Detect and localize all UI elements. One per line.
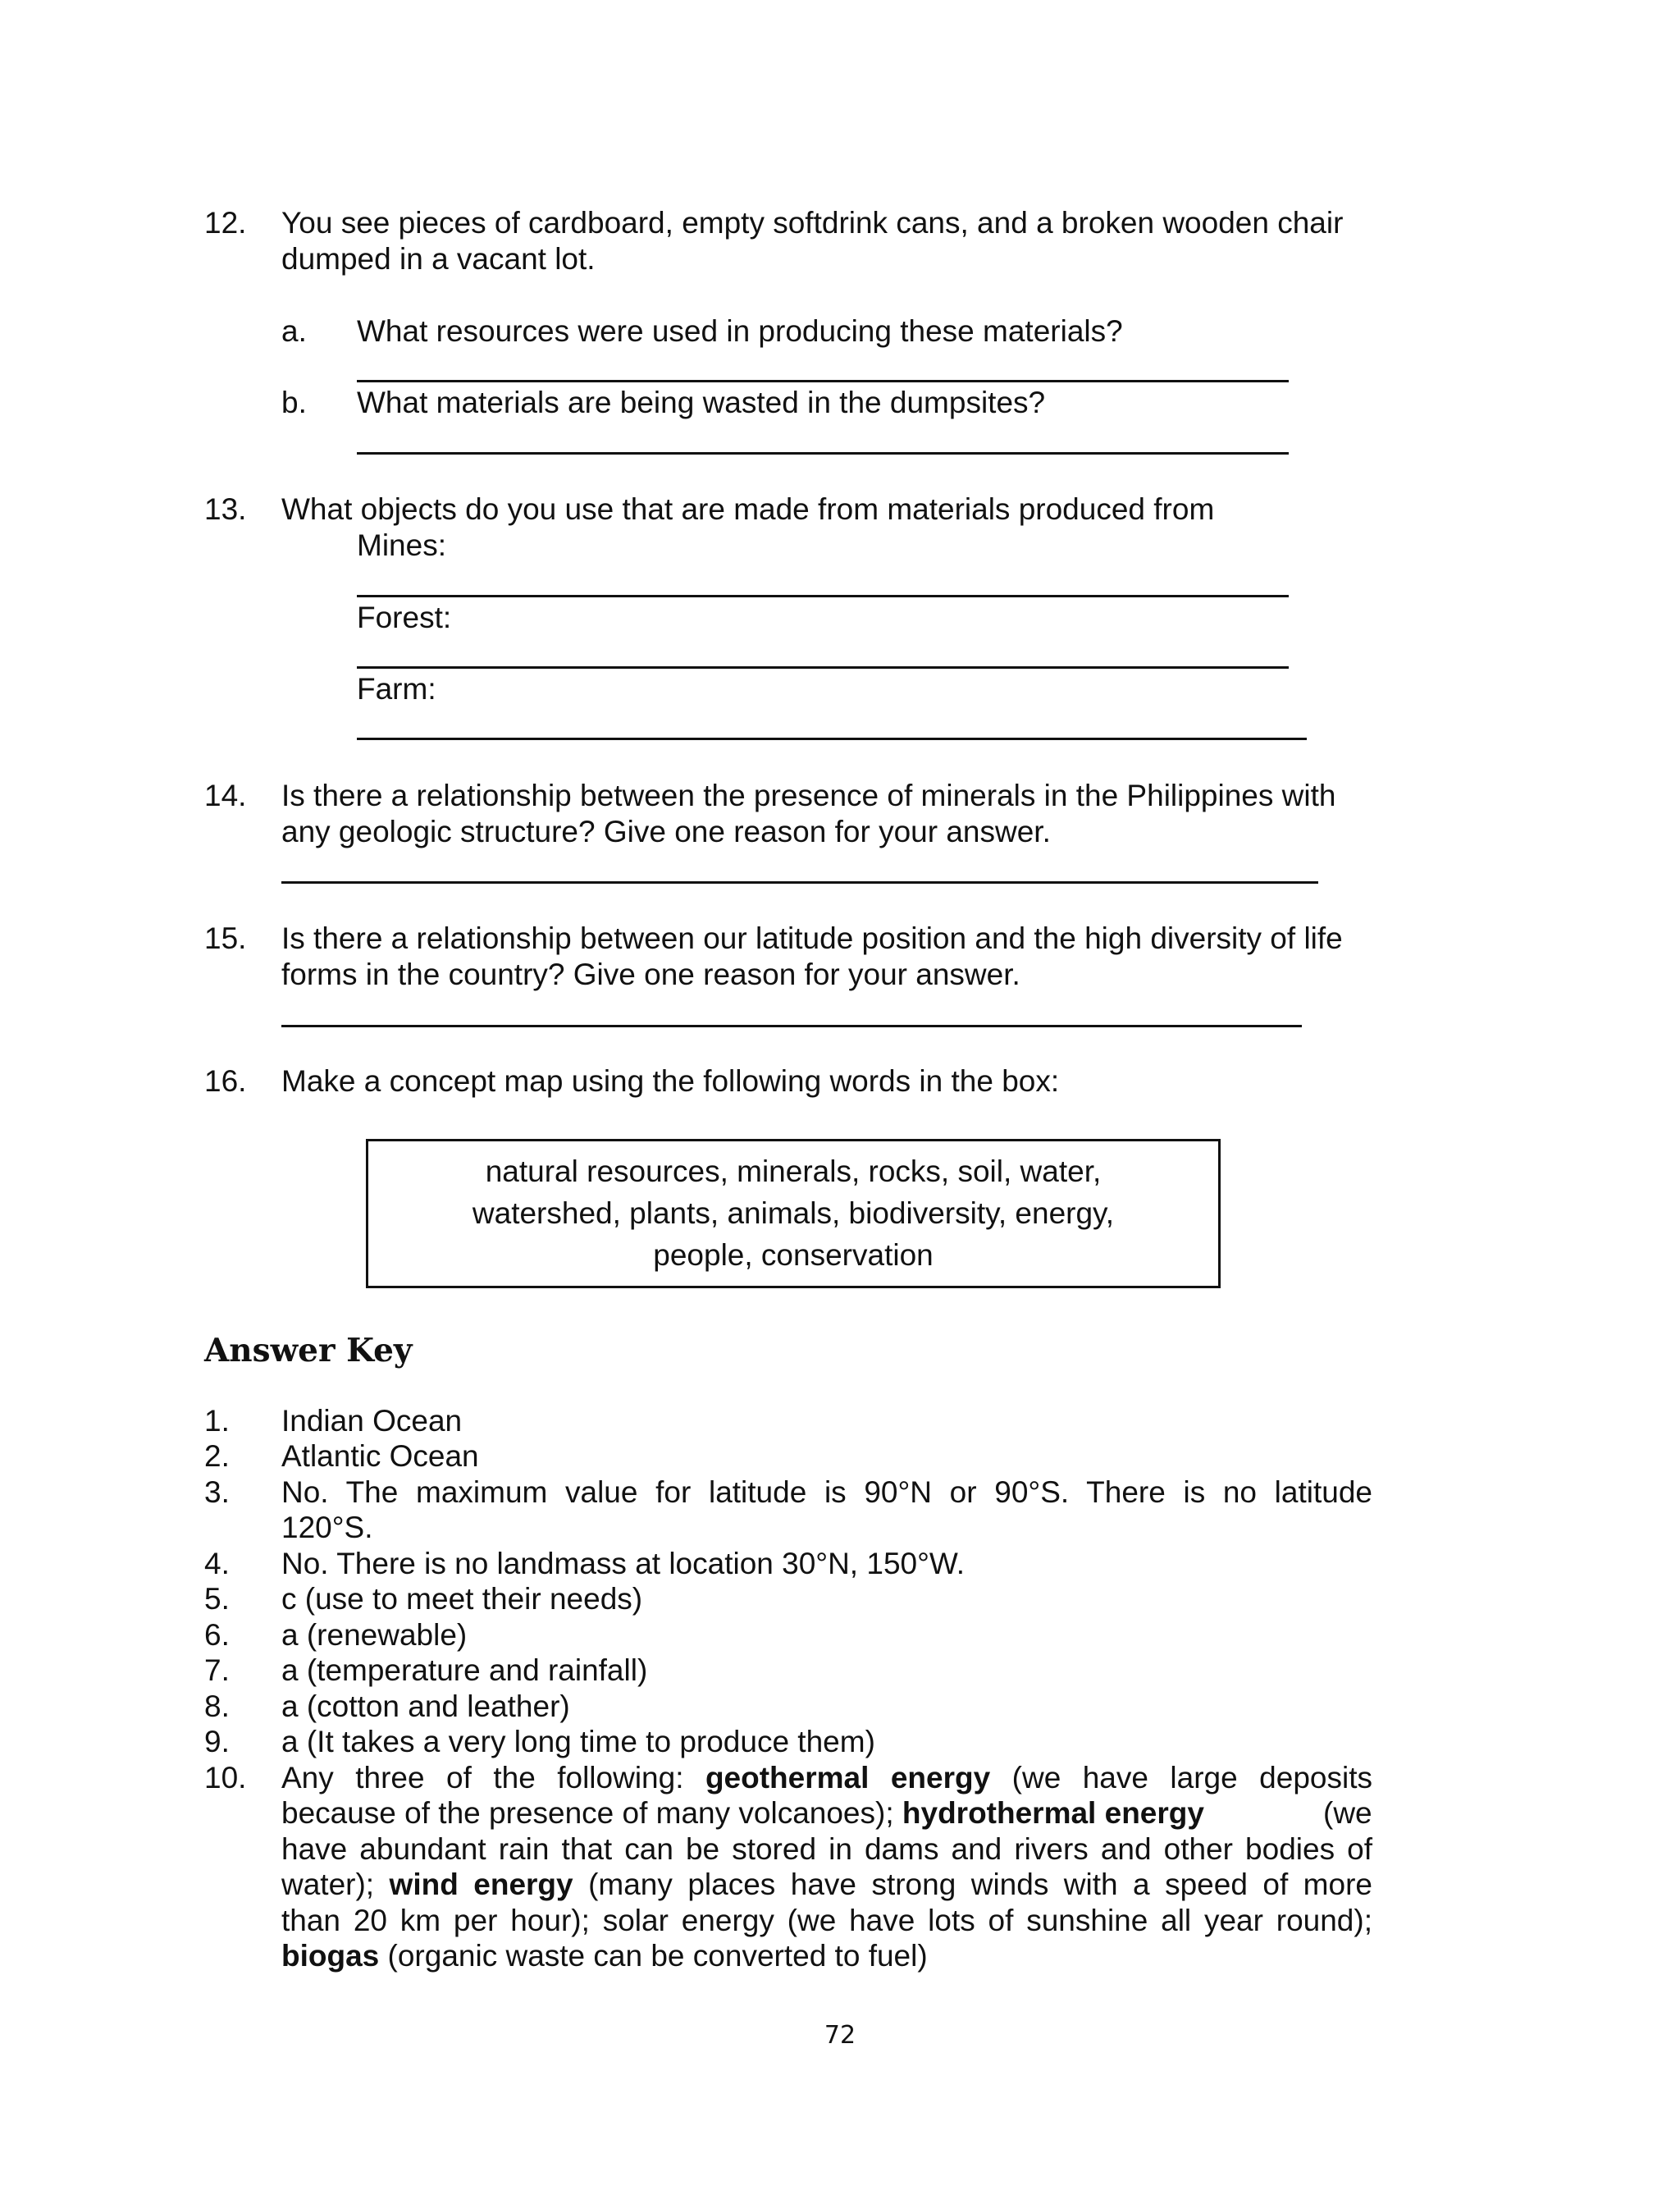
q13-number: 13.	[204, 492, 247, 526]
answer-10-line6-post: (organic waste can be converted to fuel)	[379, 1939, 928, 1973]
concept-words-box	[366, 1139, 1221, 1288]
answer-10-line4-pre: water);	[281, 1868, 390, 1901]
page-number: 72	[824, 2021, 856, 2050]
q13-text: What objects do you use that are made from materials produced from	[281, 492, 1215, 526]
hydrothermal-energy-term: hydrothermal energy	[902, 1796, 1204, 1830]
q15-answer-line[interactable]	[281, 1025, 1302, 1027]
answer-9-number: 9.	[204, 1725, 230, 1758]
q15-text-line1: Is there a relationship between our latitude position and the high diversity of life	[281, 921, 1343, 955]
answer-10-line1	[281, 1760, 1372, 1796]
q14-answer-line[interactable]	[281, 881, 1318, 884]
q13-farm-answer-line[interactable]	[357, 738, 1307, 740]
answer-10-line4-post: (many places have strong winds with a speed of more	[573, 1868, 1372, 1901]
answer-10-line1-post: (we have large deposits	[990, 1761, 1372, 1795]
answer-10-line1-pre: Any three of the following:	[281, 1761, 705, 1795]
q13-mines-label: Mines:	[357, 528, 446, 562]
q14-text-line2: any geologic structure? Give one reason for your answer.	[281, 815, 1051, 848]
answer-10-line5: than 20 km per hour); solar energy (we have lots of sunshine all year round);	[281, 1904, 1372, 1937]
answer-key-heading: Answer Key	[204, 1332, 413, 1369]
answer-1-number: 1.	[204, 1404, 230, 1438]
q14-number: 14.	[204, 779, 247, 812]
q12a-answer-line[interactable]	[357, 380, 1289, 382]
answer-7-text: a (temperature and rainfall)	[281, 1653, 648, 1687]
answer-3-text-line1: No. The maximum value for latitude is 90°N or 90°S. There is no latitude	[281, 1475, 1372, 1509]
answer-10-line2-pre: because of the presence of many volcanoes);	[281, 1796, 902, 1830]
answer-7-number: 7.	[204, 1653, 230, 1687]
answer-8-text: a (cotton and leather)	[281, 1689, 570, 1723]
answer-10-number: 10.	[204, 1761, 247, 1795]
answer-3-text-line2: 120°S.	[281, 1511, 373, 1544]
answer-10-line2	[281, 1795, 1204, 1831]
answer-8-number: 8.	[204, 1689, 230, 1723]
answer-5-number: 5.	[204, 1582, 230, 1616]
wind-energy-term: wind energy	[389, 1868, 573, 1901]
q15-number: 15.	[204, 921, 247, 955]
answer-10-line2-post: (we	[1323, 1796, 1372, 1830]
concept-words-line3: people, conservation	[653, 1238, 934, 1272]
answer-2-number: 2.	[204, 1439, 230, 1473]
answer-10-line6	[281, 1938, 928, 1974]
answer-3-number: 3.	[204, 1475, 230, 1509]
answer-10-line3: have abundant rain that can be stored in dams and rivers and other bodies of	[281, 1832, 1372, 1866]
q12-number: 12.	[204, 206, 247, 240]
q13-mines-answer-line[interactable]	[357, 595, 1289, 597]
answer-2-text: Atlantic Ocean	[281, 1439, 479, 1473]
q13-forest-label: Forest:	[357, 601, 452, 634]
answer-4-text: No. There is no landmass at location 30°N, 150°W.	[281, 1547, 966, 1580]
q12a-label: a.	[281, 314, 307, 348]
q16-number: 16.	[204, 1064, 247, 1098]
q12b-label: b.	[281, 386, 307, 419]
concept-words-line2: watershed, plants, animals, biodiversity, energy,	[472, 1196, 1115, 1230]
geothermal-energy-term: geothermal energy	[705, 1761, 991, 1795]
q13-forest-answer-line[interactable]	[357, 666, 1289, 669]
q16-text: Make a concept map using the following words in the box:	[281, 1064, 1060, 1098]
answer-10-line4	[281, 1867, 1372, 1903]
q12-text-line1: You see pieces of cardboard, empty softdrink cans, and a broken wooden chair	[281, 206, 1344, 240]
answer-1-text: Indian Ocean	[281, 1404, 463, 1438]
answer-5-text: c (use to meet their needs)	[281, 1582, 643, 1616]
q12a-text: What resources were used in producing these materials?	[357, 314, 1123, 348]
q12-text-line2: dumped in a vacant lot.	[281, 242, 596, 276]
answer-4-number: 4.	[204, 1547, 230, 1580]
q12b-text: What materials are being wasted in the dumpsites?	[357, 386, 1046, 419]
q14-text-line1: Is there a relationship between the presence of minerals in the Philippines with	[281, 779, 1336, 812]
answer-9-text: a (It takes a very long time to produce them)	[281, 1725, 875, 1758]
answer-6-number: 6.	[204, 1618, 230, 1652]
answer-6-text: a (renewable)	[281, 1618, 468, 1652]
biogas-term: biogas	[281, 1939, 380, 1973]
concept-words-line1: natural resources, minerals, rocks, soil, water,	[485, 1154, 1102, 1188]
q15-text-line2: forms in the country? Give one reason for your answer.	[281, 958, 1020, 991]
q13-farm-label: Farm:	[357, 672, 436, 706]
q12b-answer-line[interactable]	[357, 452, 1289, 455]
